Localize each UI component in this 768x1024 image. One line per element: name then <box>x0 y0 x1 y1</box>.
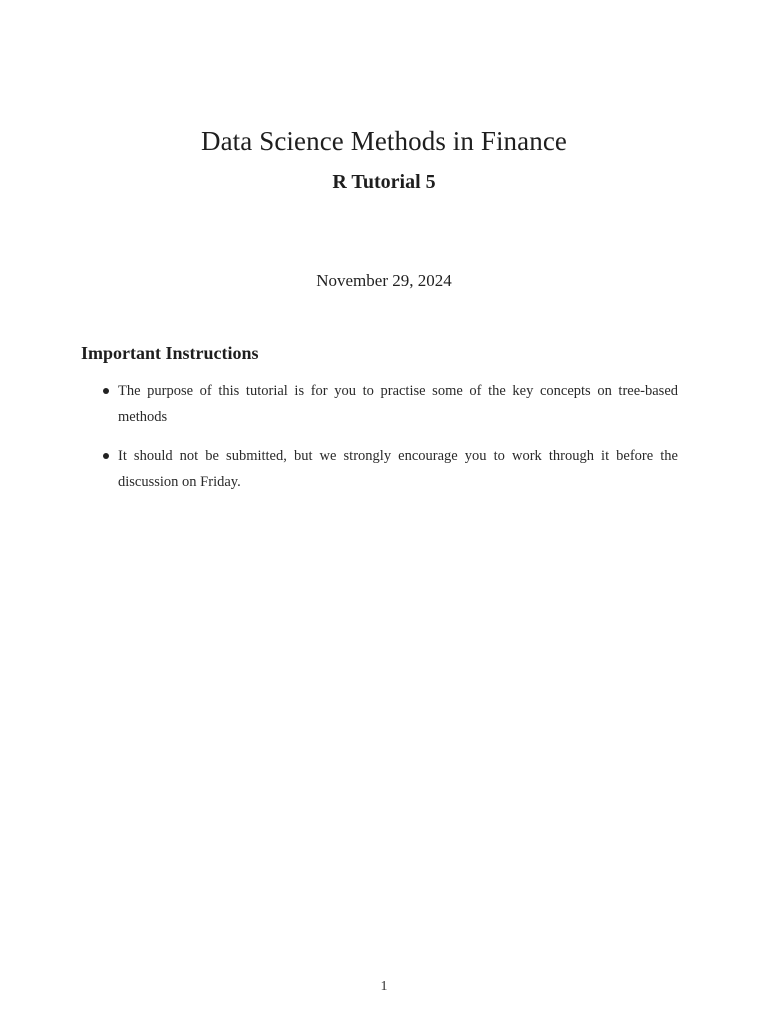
document-title: Data Science Methods in Finance <box>201 126 567 156</box>
list-item-text: It should not be submitted, but we strongly encourage you to work through it before the discussion on Friday. <box>118 448 678 490</box>
bullet-icon <box>103 388 109 394</box>
page-number: 1 <box>380 979 388 994</box>
list-item <box>103 378 678 430</box>
section-heading: Important Instructions <box>81 343 259 363</box>
document-date: November 29, 2024 <box>316 271 452 290</box>
list-item <box>103 443 678 495</box>
bullet-icon <box>103 453 109 459</box>
document-subtitle: R Tutorial 5 <box>332 171 436 193</box>
list-item-text: The purpose of this tutorial is for you to practise some of the key concepts on tree-based methods <box>118 383 678 425</box>
